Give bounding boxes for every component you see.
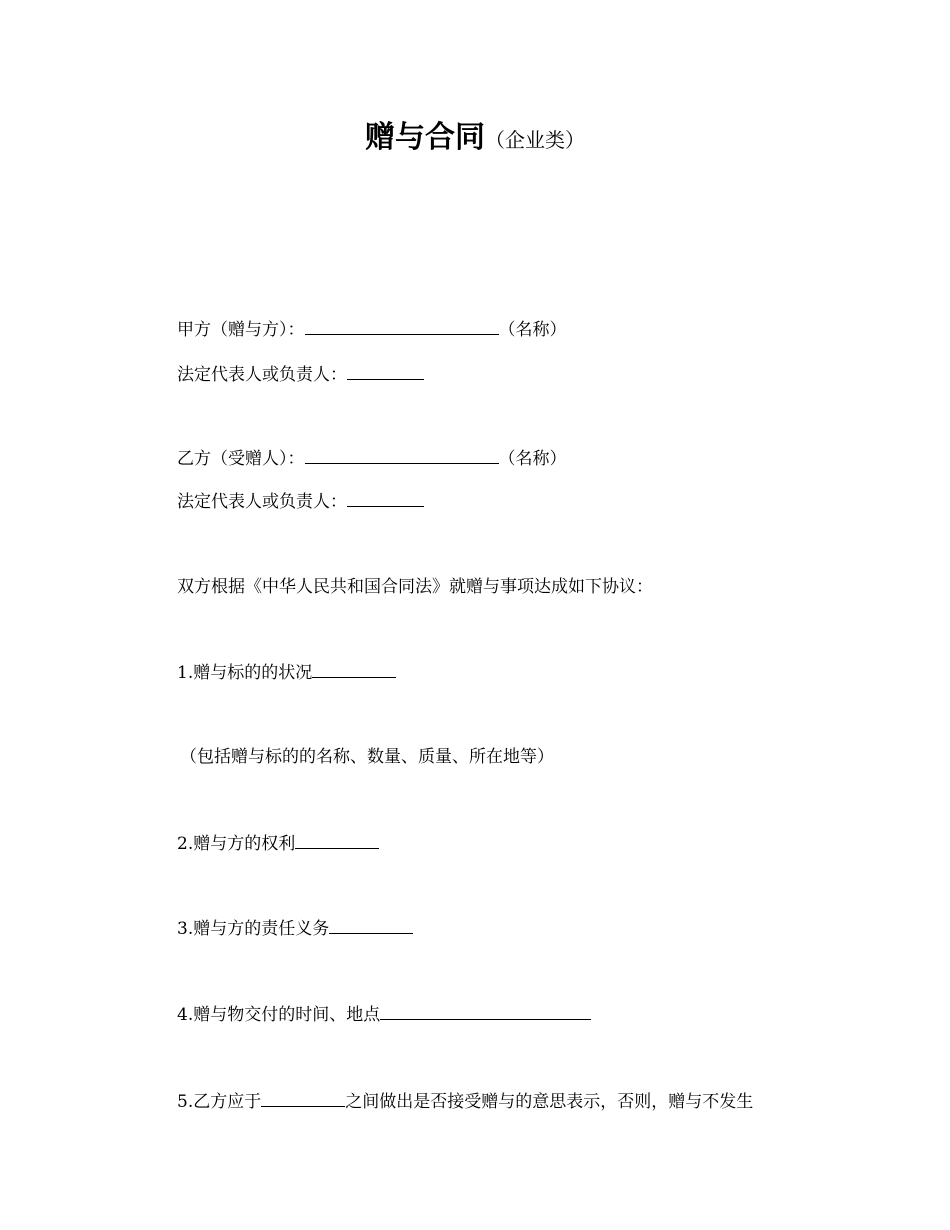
party-b-name-suffix: （名称） bbox=[498, 449, 567, 469]
party-a-name-suffix: （名称） bbox=[498, 320, 567, 340]
clause-3-text: 3.赠与方的责任义务 bbox=[177, 919, 330, 939]
clause-4 bbox=[177, 1003, 591, 1026]
party-a-line bbox=[177, 318, 567, 341]
clause-3 bbox=[177, 917, 413, 940]
clause-2 bbox=[177, 832, 379, 855]
party-b-label: 乙方（受赠人）： bbox=[177, 449, 305, 469]
clause-2-text: 2.赠与方的权利 bbox=[177, 834, 296, 854]
clause-1-blank[interactable] bbox=[312, 661, 396, 678]
clause-5-text-after: 之间做出是否接受赠与的意思表示，否则，赠与不发生 bbox=[345, 1092, 754, 1112]
clause-1-note: （包括赠与标的的名称、数量、质量、所在地等） bbox=[180, 747, 554, 767]
party-b-rep-blank[interactable] bbox=[347, 490, 424, 507]
party-a-representative-line bbox=[177, 363, 424, 386]
clause-4-text: 4.赠与物交付的时间、地点 bbox=[177, 1005, 381, 1025]
page-title bbox=[0, 112, 950, 156]
title-subtitle: （企业类） bbox=[485, 128, 585, 152]
title-main: 赠与合同 bbox=[365, 120, 485, 155]
clause-1 bbox=[177, 661, 396, 684]
party-a-label: 甲方（赠与方）： bbox=[177, 320, 305, 340]
party-b-name-blank[interactable] bbox=[305, 447, 499, 464]
intro-paragraph: 双方根据《中华人民共和国合同法》就赠与事项达成如下协议： bbox=[177, 577, 653, 597]
party-b-line bbox=[177, 447, 567, 470]
clause-1-text: 1.赠与标的的状况 bbox=[177, 663, 313, 683]
party-a-rep-label: 法定代表人或负责人： bbox=[177, 365, 347, 385]
party-a-rep-blank[interactable] bbox=[347, 363, 424, 380]
clause-3-blank[interactable] bbox=[329, 917, 413, 934]
clause-5-text-before: 5.乙方应于 bbox=[177, 1092, 262, 1112]
party-a-name-blank[interactable] bbox=[305, 318, 499, 335]
clause-2-blank[interactable] bbox=[295, 832, 379, 849]
party-b-representative-line bbox=[177, 490, 424, 513]
clause-4-blank[interactable] bbox=[380, 1003, 591, 1020]
party-b-rep-label: 法定代表人或负责人： bbox=[177, 492, 347, 512]
clause-5 bbox=[177, 1090, 753, 1113]
clause-5-blank[interactable] bbox=[261, 1090, 345, 1107]
